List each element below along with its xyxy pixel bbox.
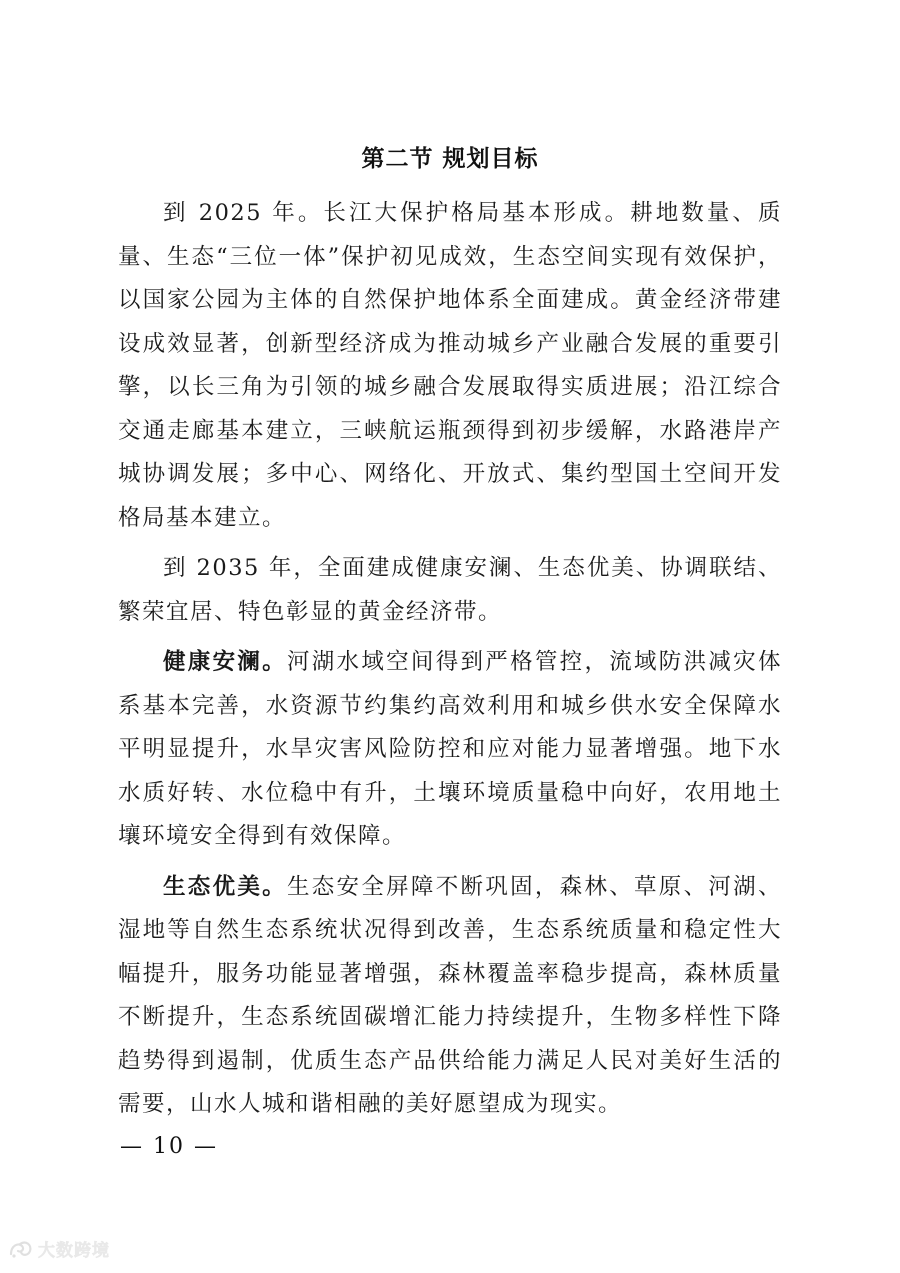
- paragraph-text: 河湖水域空间得到严格管控，流域防洪减灾体系基本完善，水资源节约集约高效利用和城乡供水安全保障水平明显提升，水旱灾害风险防控和应对能力显著增强。地下水水质好转、水位稳中有升，土壤环境质量稳中向好，农用地土壤环境安全得到有效保障。: [118, 649, 782, 849]
- watermark-text: 大数跨境: [38, 1241, 110, 1261]
- paragraph-2025-goals: [118, 192, 782, 540]
- paragraph-ecological-beauty: [118, 866, 782, 1127]
- paragraph-text: 到 2035 年，全面建成健康安澜、生态优美、协调联结、繁荣宜居、特色彰显的黄金经济带。: [118, 555, 782, 625]
- paragraph-text: 生态安全屏障不断巩固，森林、草原、河湖、湿地等自然生态系统状况得到改善，生态系统质量和稳定性大幅提升，服务功能显著增强，森林覆盖率稳步提高，森林质量不断提升，生态系统固碳增汇能力持续提升，生物多样性下降趋势得到遏制，优质生态产品供给能力满足人民对美好生活的需要，山水人城和谐相融的美好愿望成为现实。: [118, 873, 782, 1117]
- paragraph-lead: 生态优美。: [163, 873, 287, 900]
- paragraph-healthy-safe: [118, 641, 782, 859]
- paragraph-text: 到 2025 年。长江大保护格局基本形成。耕地数量、质量、生态“三位一体”保护初见成效，生态空间实现有效保护，以国家公园为主体的自然保护地体系全面建成。黄金经济带建设成效显著，创新型经济成为推动城乡产业融合发展的重要引擎，以长三角为引领的城乡融合发展取得实质进展；沿江综合交通走廊基本建立，三峡航运瓶颈得到初步缓解，水路港岸产城协调发展；多中心、网络化、开放式、集约型国土空间开发格局基本建立。: [118, 200, 782, 531]
- paragraph-2035-goals: [118, 547, 782, 634]
- section-title: 第二节 规划目标: [361, 146, 539, 172]
- brand-logo-icon: [8, 1238, 34, 1260]
- page-number: — 10 —: [120, 1134, 218, 1159]
- paragraph-lead: 健康安澜。: [163, 649, 287, 675]
- watermark: [8, 1236, 110, 1261]
- document-body: [118, 192, 782, 1134]
